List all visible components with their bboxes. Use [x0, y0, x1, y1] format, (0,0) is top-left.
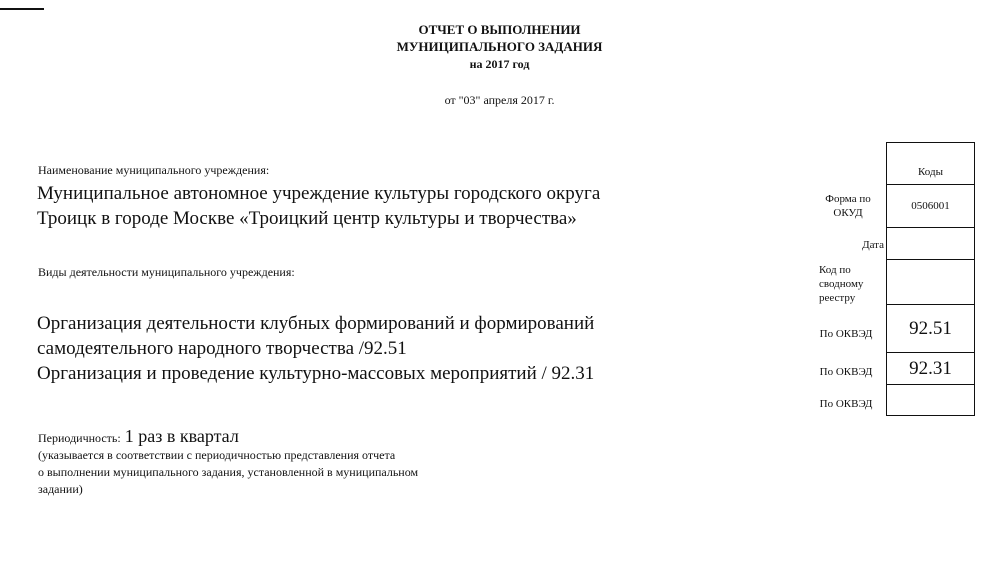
okved3-label: По ОКВЭД: [819, 398, 873, 410]
periodicity-value: 1 раз в квартал: [124, 426, 239, 446]
report-title-line2: МУНИЦИПАЛЬНОГО ЗАДАНИЯ: [396, 39, 603, 54]
activity-line2: самодеятельного народного творчества /92.51: [37, 338, 407, 359]
report-date: от "03" апреля 2017 г.: [444, 93, 555, 107]
okved1-code-cell: 92.51: [887, 305, 975, 353]
okved2-code-cell: 92.31: [887, 353, 975, 385]
reestr-code-cell: [887, 260, 975, 305]
activities-label: Виды деятельности муниципального учреждения:: [38, 265, 295, 279]
report-title-line1: ОТЧЕТ О ВЫПОЛНЕНИИ: [418, 22, 581, 37]
date-label: Дата: [862, 239, 884, 251]
okved3-code-cell: [887, 385, 975, 416]
periodicity-label: Периодичность:: [38, 431, 121, 445]
okved2-label: По ОКВЭД: [819, 366, 873, 378]
reestr-label-line1: Код по: [819, 264, 851, 276]
okved1-label: По ОКВЭД: [819, 328, 873, 340]
reestr-label-line2: сводному: [819, 278, 864, 290]
institution-label: Наименование муниципального учреждения:: [38, 163, 270, 177]
reestr-label: [819, 263, 881, 305]
scan-corner-mark: [0, 8, 44, 10]
institution-name-line1: Муниципальное автономное учреждение культуры городского округа: [37, 183, 601, 204]
okud-label: [812, 192, 884, 220]
periodicity-note-line1: (указывается в соответствии с периодичностью представления отчета: [38, 448, 396, 462]
periodicity-row: [38, 426, 239, 447]
okud-label-line1: Форма по: [825, 193, 871, 205]
periodicity-note-line3: задании): [38, 482, 83, 496]
okud-label-line2: ОКУД: [833, 207, 863, 219]
activity-line3: Организация и проведение культурно-массовых мероприятий / 92.31: [37, 363, 595, 384]
codes-table: [886, 142, 975, 416]
reestr-label-line3: реестру: [819, 292, 856, 304]
codes-header: Коды: [887, 143, 975, 185]
periodicity-note-line2: о выполнении муниципального задания, установленной в муниципальном: [38, 465, 419, 479]
okud-code-cell: 0506001: [887, 185, 975, 228]
date-code-cell: [887, 228, 975, 260]
report-year: на 2017 год: [469, 57, 530, 71]
activity-line1: Организация деятельности клубных формирований и формирований: [37, 313, 595, 334]
institution-name-line2: Троицк в городе Москве «Троицкий центр культуры и творчества»: [37, 208, 577, 229]
